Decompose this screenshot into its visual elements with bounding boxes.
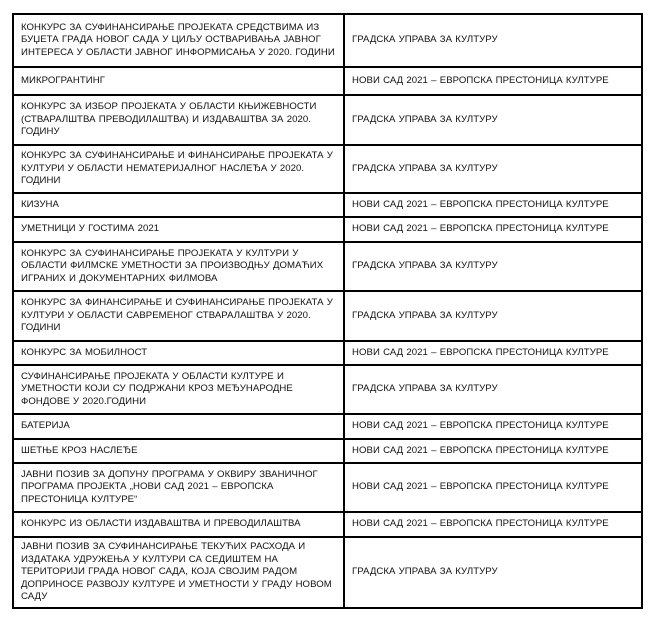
program-cell: СУФИНАНСИРАЊЕ ПРОЈЕКАТА У ОБЛАСТИ КУЛТУРЕ И УМЕТНОСТИ КОЈИ СУ ПОДРЖАНИ КРОЗ МЕЂУНАРОДНЕ ФОНДОВЕ У 2020.ГОДИНИ [13, 365, 344, 414]
program-cell: ЈАВНИ ПОЗИВ ЗА СУФИНАНСИРАЊЕ ТЕКУЋИХ РАСХОДА И ИЗДАТАКА УДРУЖЕЊА У КУЛТУРИ СА СЕДИШТЕМ НА ТЕРИТОРИЈИ ГРАДА НОВОГ САДА, КОЈА СВОЈИМ РАДОМ ДОПРИНОСЕ РАЗВОЈУ КУЛТУРЕ И УМЕТНОСТИ У ГРАДУ НОВОМ САДУ [13, 537, 344, 608]
organizer-cell: ГРАДСКА УПРАВА ЗА КУЛТУРУ [344, 242, 642, 291]
program-cell: КОНКУРС ЗА СУФИНАНСИРАЊЕ И ФИНАНСИРАЊЕ ПРОЈЕКАТА У КУЛТУРИ У ОБЛАСТИ НЕМАТЕРИЈАЛНОГ НАСЛЕЂА У 2020. ГОДИНИ [13, 145, 344, 193]
organizer-cell: ГРАДСКА УПРАВА ЗА КУЛТУРУ [344, 365, 642, 414]
program-cell: КОНКУРС ИЗ ОБЛАСТИ ИЗДАВАШТВА И ПРЕВОДИЛАШТВА [13, 512, 344, 537]
grants-table-body [13, 14, 642, 608]
organizer-cell: НОВИ САД 2021 – ЕВРОПСКА ПРЕСТОНИЦА КУЛТУРЕ [344, 463, 642, 512]
organizer-cell: НОВИ САД 2021 – ЕВРОПСКА ПРЕСТОНИЦА КУЛТУРЕ [344, 217, 642, 242]
table-row [13, 14, 642, 67]
organizer-cell: НОВИ САД 2021 – ЕВРОПСКА ПРЕСТОНИЦА КУЛТУРЕ [344, 67, 642, 95]
table-row [13, 512, 642, 537]
table-row [13, 145, 642, 193]
program-cell: КИЗУНА [13, 193, 344, 217]
program-cell: ШЕТЊЕ КРОЗ НАСЛЕЂЕ [13, 439, 344, 463]
table-row [13, 242, 642, 291]
program-cell: КОНКУРС ЗА СУФИНАНСИРАЊЕ ПРОЈЕКАТА У КУЛТУРИ У ОБЛАСТИ ФИЛМСКЕ УМЕТНОСТИ ЗА ПРОИЗВОДЊУ ДОМАЋИХ ИГРАНИХ И ДОКУМЕНТАРНИХ ФИЛМОВА [13, 242, 344, 291]
organizer-cell: ГРАДСКА УПРАВА ЗА КУЛТУРУ [344, 291, 642, 341]
organizer-cell: НОВИ САД 2021 – ЕВРОПСКА ПРЕСТОНИЦА КУЛТУРЕ [344, 439, 642, 463]
table-row [13, 291, 642, 341]
program-cell: УМЕТНИЦИ У ГОСТИМА 2021 [13, 217, 344, 242]
table-row [13, 217, 642, 242]
table-row [13, 414, 642, 439]
grants-table [12, 13, 643, 609]
organizer-cell: ГРАДСКА УПРАВА ЗА КУЛТУРУ [344, 145, 642, 193]
program-cell: ЈАВНИ ПОЗИВ ЗА ДОПУНУ ПРОГРАМА У ОКВИРУ ЗВАНИЧНОГ ПРОГРАМА ПРОЈЕКТА „НОВИ САД 2021 – ЕВРОПСКА ПРЕСТОНИЦА КУЛТУРЕ“ [13, 463, 344, 512]
organizer-cell: НОВИ САД 2021 – ЕВРОПСКА ПРЕСТОНИЦА КУЛТУРЕ [344, 193, 642, 217]
table-row [13, 95, 642, 145]
organizer-cell: ГРАДСКА УПРАВА ЗА КУЛТУРУ [344, 14, 642, 67]
program-cell: МИКРОГРАНТИНГ [13, 67, 344, 95]
table-row [13, 67, 642, 95]
organizer-cell: НОВИ САД 2021 – ЕВРОПСКА ПРЕСТОНИЦА КУЛТУРЕ [344, 414, 642, 439]
program-cell: БАТЕРИЈА [13, 414, 344, 439]
program-cell: КОНКУРС ЗА МОБИЛНОСТ [13, 341, 344, 365]
table-row [13, 341, 642, 365]
organizer-cell: НОВИ САД 2021 – ЕВРОПСКА ПРЕСТОНИЦА КУЛТУРЕ [344, 341, 642, 365]
organizer-cell: НОВИ САД 2021 – ЕВРОПСКА ПРЕСТОНИЦА КУЛТУРЕ [344, 512, 642, 537]
table-row [13, 463, 642, 512]
table-row [13, 365, 642, 414]
program-cell: КОНКУРС ЗА ФИНАНСИРАЊЕ И СУФИНАНСИРАЊЕ ПРОЈЕКАТА У КУЛТУРИ У ОБЛАСТИ САВРЕМЕНОГ СТВАРАЛАШТВА У 2020. ГОДИНИ [13, 291, 344, 341]
table-row [13, 193, 642, 217]
program-cell: КОНКУРС ЗА ИЗБОР ПРОЈЕКАТА У ОБЛАСТИ КЊИЖЕВНОСТИ (СТВАРАЛШТВА ПРЕВОДИЛАШТВА) И ИЗДАВАШТВА ЗА 2020. ГОДИНУ [13, 95, 344, 145]
table-row [13, 537, 642, 608]
organizer-cell: ГРАДСКА УПРАВА ЗА КУЛТУРУ [344, 537, 642, 608]
table-row [13, 439, 642, 463]
program-cell: КОНКУРС ЗА СУФИНАНСИРАЊЕ ПРОЈЕКАТА СРЕДСТВИМА ИЗ БУЏЕТА ГРАДА НОВОГ САДА У ЦИЉУ ОСТВАРИВАЊА ЈАВНОГ ИНТЕРЕСА У ОБЛАСТИ ЈАВНОГ ИНФОРМИСАЊА У 2020. ГОДИНИ [13, 14, 344, 67]
organizer-cell: ГРАДСКА УПРАВА ЗА КУЛТУРУ [344, 95, 642, 145]
